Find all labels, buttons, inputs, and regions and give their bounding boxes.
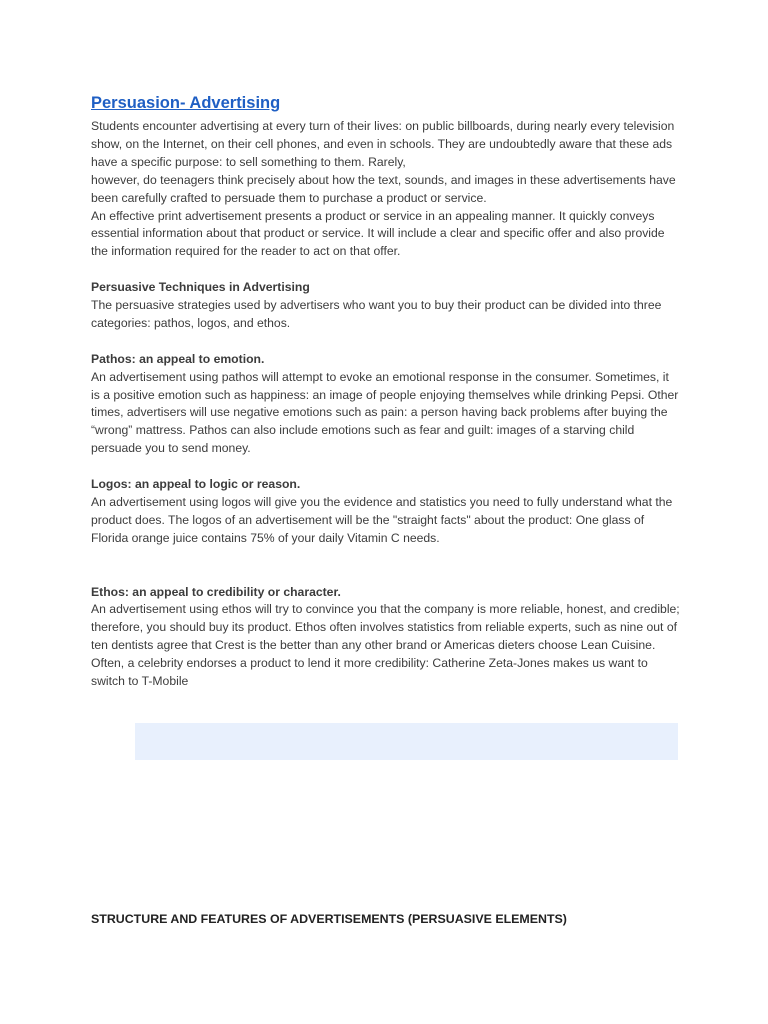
logos-body: An advertisement using logos will give you the evidence and statistics you need to fully understand what the product does. The logos of an advertisement will be the "straight facts" about the product: One glass of Florida orange juice contains 75% of your daily Vitamin C needs.	[91, 494, 673, 545]
techniques-heading: Persuasive Techniques in Advertising	[91, 280, 310, 295]
intro-paragraph-1: Students encounter advertising at every turn of their lives: on public billboards, during nearly every television show, on the Internet, on their cell phones, and even in schools. They are undoubtedly aware that these ads have a specific purpose: to sell something to them. Rarely,	[91, 119, 675, 169]
pathos-body: An advertisement using pathos will attempt to evoke an emotional response in the consumer. Sometimes, it is a positive emotion such as happiness: an image of people enjoying themselves while drinking Pepsi. Other times, advertisers will use negative emotions such as pain: a person having back problems after buying the “wrong” mattress. Pathos can also include emotions such as fear and guilt: images of a starving child persuade you to send money.	[91, 369, 679, 456]
logos-heading: Logos: an appeal to logic or reason.	[91, 477, 301, 492]
pathos-heading: Pathos: an appeal to emotion.	[91, 351, 265, 366]
spacer	[91, 548, 681, 584]
intro-paragraph-2: however, do teenagers think precisely about how the text, sounds, and images in these advertisements have been carefully crafted to persuade them to purchase a product or service.	[91, 172, 676, 205]
document-page	[91, 92, 681, 691]
structure-heading: STRUCTURE AND FEATURES OF ADVERTISEMENTS (PERSUASIVE ELEMENTS)	[91, 912, 567, 926]
spacer	[91, 458, 681, 476]
intro-paragraph-3: An effective print advertisement presents a product or service in an appealing manner. It quickly conveys essential information about that product or service. It will include a clear and specific offer and also provide the information required for the reader to act on that offer.	[91, 208, 665, 259]
spacer	[91, 333, 681, 351]
ethos-heading: Ethos: an appeal to credibility or character.	[91, 584, 341, 599]
document-title-link[interactable]: Persuasion- Advertising	[91, 94, 281, 112]
ethos-body: An advertisement using ethos will try to convince you that the company is more reliable, honest, and credible; therefore, you should buy its product. Ethos often involves statistics from reliable experts, such as nine out of ten dentists agree that Crest is the better than any other brand or Americas dieters choose Lean Cuisine. Often, a celebrity endorses a product to lend it more credibility: Catherine Zeta-Jones makes us want to switch to T-Mobile	[91, 602, 680, 689]
shaded-table-row	[135, 723, 678, 760]
techniques-body: The persuasive strategies used by advertisers who want you to buy their product can be divided into three categories: pathos, logos, and ethos.	[91, 298, 662, 330]
spacer	[91, 261, 681, 279]
